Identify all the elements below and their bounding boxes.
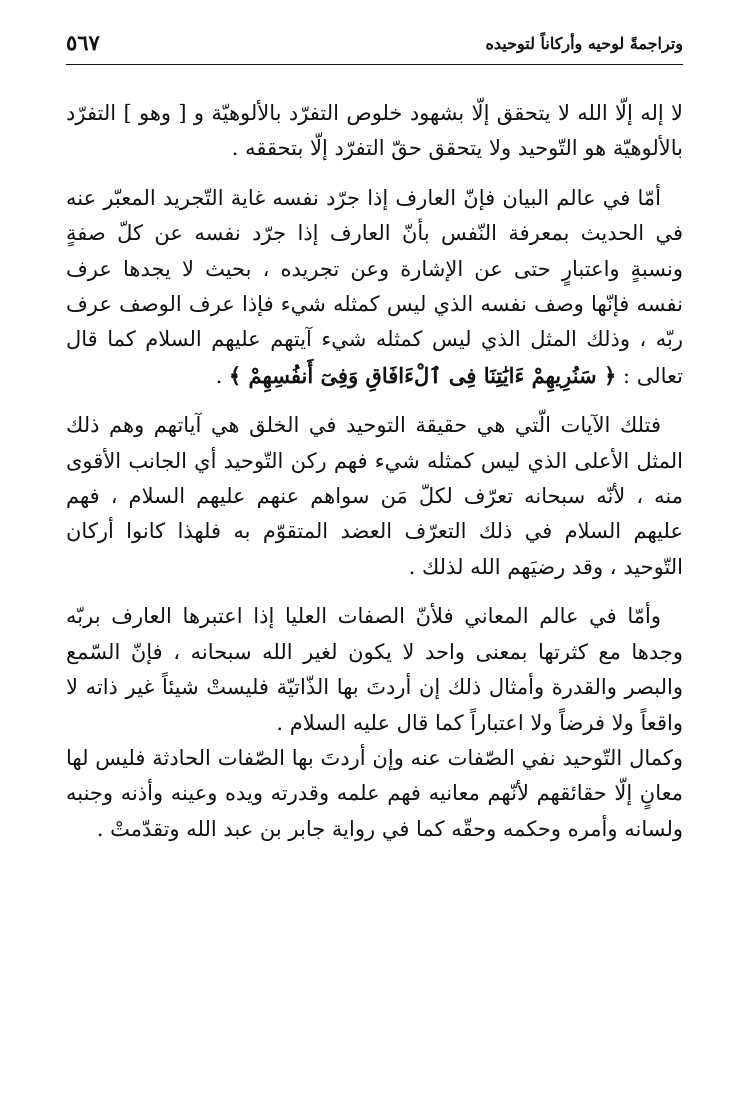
header-divider bbox=[66, 64, 683, 65]
running-title: وتراجمةً لوحيه وأركاناً لتوحيده bbox=[485, 34, 683, 53]
paragraph-2 bbox=[66, 181, 683, 394]
paragraph-1: لا إله إلّا الله لا يتحقق إلّا بشهود خلوص التفرّد بالألوهيّة و [ وهو ] التفرّد بالألوهيّة هو التّوحيد ولا يتحقق حقّ التفرّد إلّا بتحققه . bbox=[66, 101, 683, 161]
paragraph-3: فتلك الآيات الّتي هي حقيقة التوحيد في الخلق هي آياتهم وهم ذلك المثل الأعلى الذي ليس كمثله شيء فهم ركن التّوحيد أي الجانب الأقوى منه ، لأنّه سبحانه تعرّف لكلّ مَن سواهم عنهم عليهم السلام ، فهم عليهم السلام في ذلك التعرّف العضد المتقوّم به فلهذا كانوا أركان التّوحيد ، وقد رضيَهم الله لذلك . bbox=[66, 413, 683, 579]
paragraph-4: وأمّا في عالم المعاني فلأنّ الصفات العليا إذا اعتبرها العارف بربّه وجدها مع كثرتها بمعنى واحد لا يكون لغير الله سبحانه ، فإنّ السّمع والبصر والقدرة وأمثال ذلك إن أردتَ بها الذّاتيّة فليستْ شيئاً غير ذاته لا واقعاً ولا فرضاً ولا اعتباراً كما قال عليه السلام . bbox=[66, 604, 683, 735]
running-header bbox=[66, 28, 683, 62]
paragraph-2-text: أمّا في عالم البيان فإنّ العارف إذا جرّد نفسه غاية التّجريد المعبّر عنه في الحديث بمعرفة النّفس بأنّ العارف إذا جرّد نفسه عن كلّ صفةٍ ونسبةٍ واعتبارٍ حتى عن الإشارة وعن تجريده ، بحيث لا يجدها عرف نفسه فإنّها وصف نفسه الذي ليس كمثله شيء فإذا عرف الوصف عرف ربّه ، وذلك المثل الذي ليس كمثله شيء آيتهم عليهم السلام كما قال تعالى : bbox=[66, 185, 683, 388]
paragraph-5: وكمال التّوحيد نفي الصّفات عنه وإن أردتَ بها الصّفات الحادثة فليس لها معانٍ إلّا حقائقهم لأنّهم معانيه فهم علمه وقدرته ويده وعينه وأذنه وجنبه ولسانه وأمره وحكمه وحقّه كما في رواية جابر بن عبد الله وتقدّمتْ . bbox=[66, 745, 683, 841]
quran-verse: ﴿ سَنُرِيهِمْ ءَايَٰتِنَا فِى ٱلْءَافَاقِ وَفِىٓ أَنفُسِهِمْ ﴾ bbox=[228, 362, 617, 388]
page-number: ٥٦٧ bbox=[66, 30, 100, 55]
paragraph-2-end: . bbox=[215, 363, 229, 388]
page-body bbox=[66, 96, 683, 847]
